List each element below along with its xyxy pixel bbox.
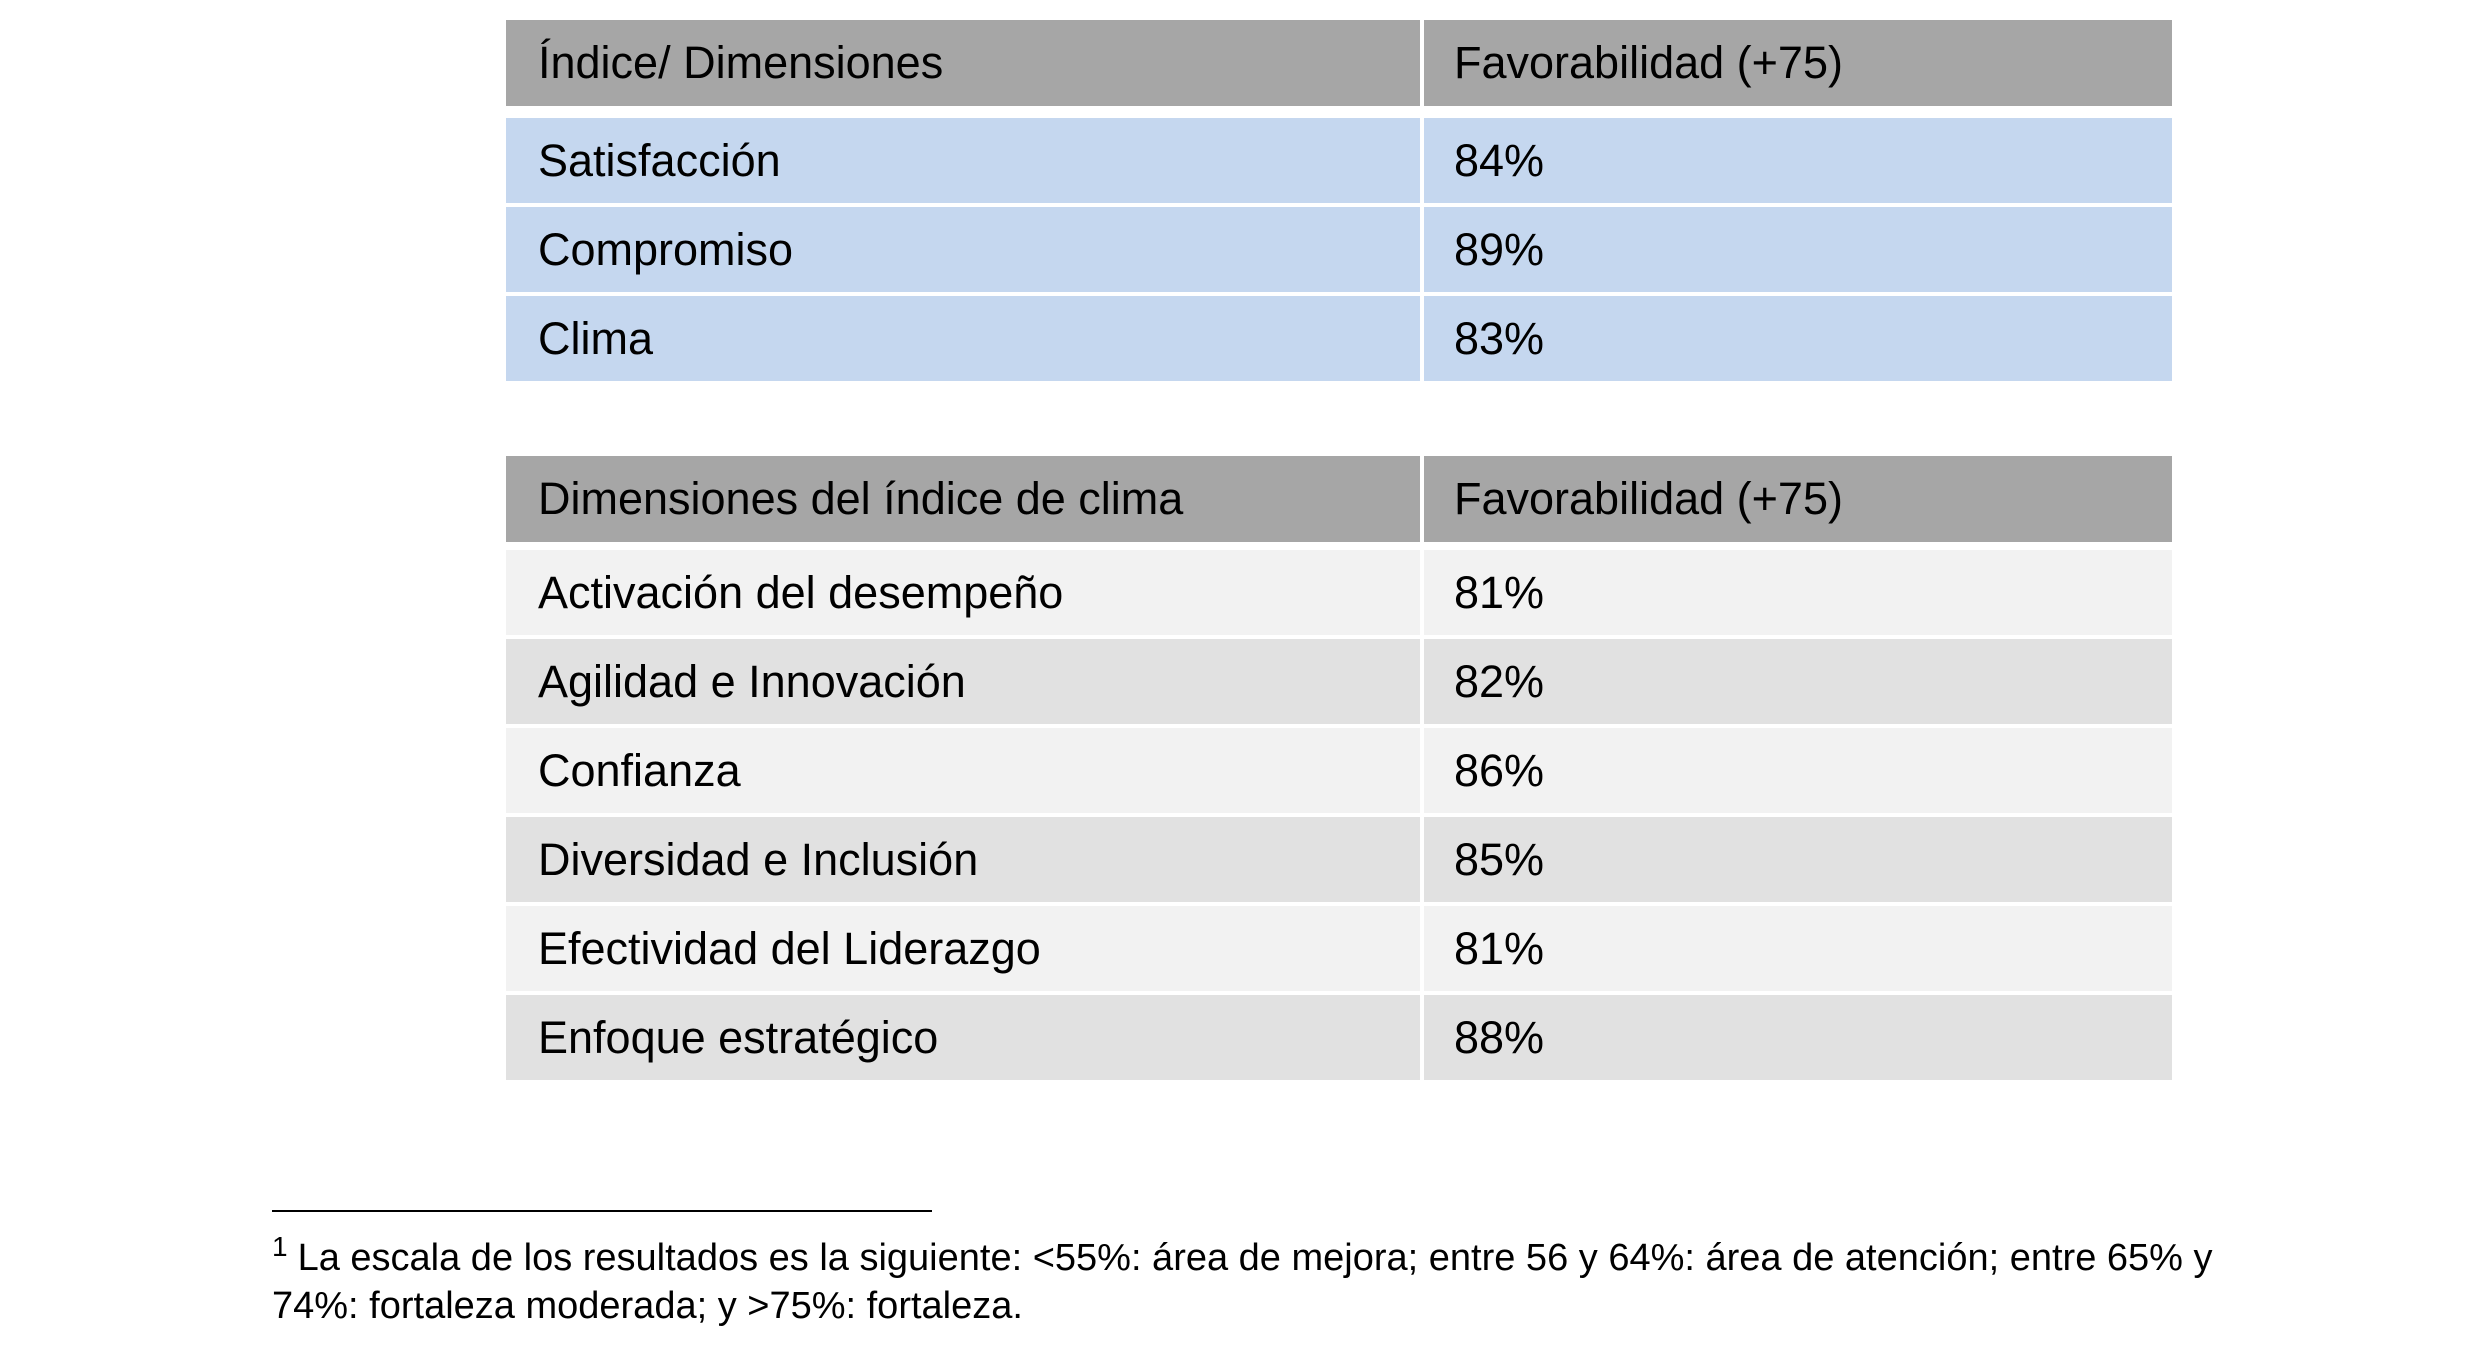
row-value: 89% xyxy=(1424,207,2172,292)
footnote-marker: 1 xyxy=(272,1231,288,1262)
table-row xyxy=(506,207,2172,292)
row-label: Efectividad del Liderazgo xyxy=(506,906,1420,991)
row-value: 81% xyxy=(1424,906,2172,991)
footnote-line-1 xyxy=(272,1231,2402,1282)
climate-dimensions-table xyxy=(506,456,2172,1084)
column-header-index: Índice/ Dimensiones xyxy=(506,20,1420,106)
row-label: Clima xyxy=(506,296,1420,381)
row-value: 83% xyxy=(1424,296,2172,381)
row-label: Activación del desempeño xyxy=(506,550,1420,635)
footnote-text-1: La escala de los resultados es la siguiente: <55%: área de mejora; entre 56 y 64%: área de atención; entre 65% y xyxy=(297,1237,2213,1279)
index-table xyxy=(506,20,2172,385)
row-label: Compromiso xyxy=(506,207,1420,292)
table-row xyxy=(506,118,2172,203)
row-value: 82% xyxy=(1424,639,2172,724)
table-header-row xyxy=(506,20,2172,106)
row-label: Agilidad e Innovación xyxy=(506,639,1420,724)
table-row xyxy=(506,296,2172,381)
row-label: Confianza xyxy=(506,728,1420,813)
row-value: 81% xyxy=(1424,550,2172,635)
row-label: Diversidad e Inclusión xyxy=(506,817,1420,902)
table-header-row xyxy=(506,456,2172,542)
row-label: Satisfacción xyxy=(506,118,1420,203)
row-value: 88% xyxy=(1424,995,2172,1080)
row-value: 85% xyxy=(1424,817,2172,902)
row-value: 86% xyxy=(1424,728,2172,813)
footnote xyxy=(272,1231,2402,1330)
row-label: Enfoque estratégico xyxy=(506,995,1420,1080)
table-row xyxy=(506,728,2172,813)
row-value: 84% xyxy=(1424,118,2172,203)
table-row xyxy=(506,639,2172,724)
footnote-separator xyxy=(272,1210,932,1212)
footnote-line-2: 74%: fortaleza moderada; y >75%: fortaleza. xyxy=(272,1285,1023,1327)
column-header-dimensions: Dimensiones del índice de clima xyxy=(506,456,1420,542)
table-row xyxy=(506,817,2172,902)
table-row xyxy=(506,995,2172,1080)
column-header-favorability: Favorabilidad (+75) xyxy=(1424,456,2172,542)
table-row xyxy=(506,906,2172,991)
table-row xyxy=(506,550,2172,635)
column-header-favorability: Favorabilidad (+75) xyxy=(1424,20,2172,106)
